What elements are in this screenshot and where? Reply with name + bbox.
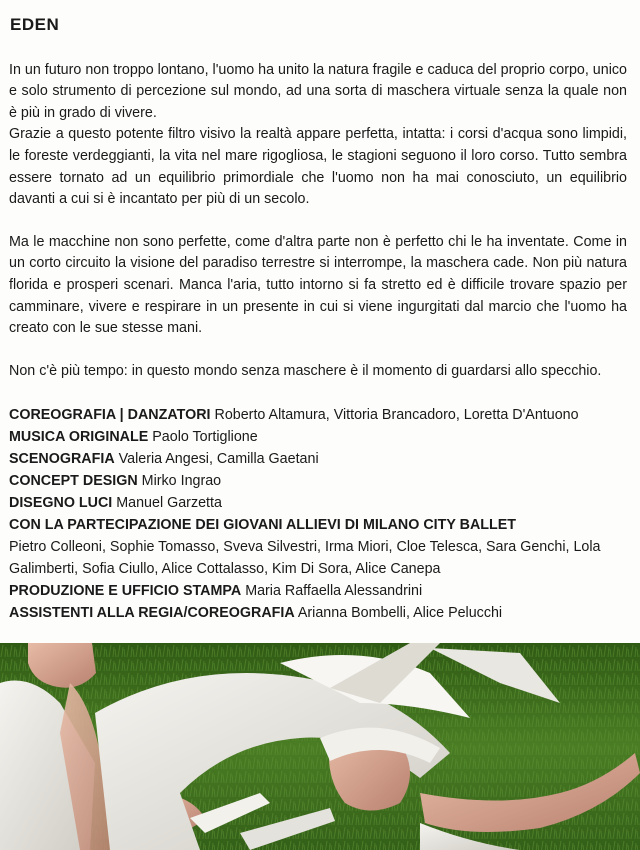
credit-scenography [9,448,627,470]
credit-names: Paolo Tortiglione [152,429,258,446]
credit-names: Valeria Angesi, Camilla Gaetani [118,451,319,468]
credit-lighting [9,492,627,514]
credit-label: SCENOGRAFIA [9,451,115,468]
credit-young-students [9,514,627,536]
credit-choreography [9,404,627,426]
credit-label: DISEGNO LUCI [9,495,113,512]
credit-names: Arianna Bombelli, Alice Pelucchi [297,605,503,622]
credit-concept-design [9,470,627,492]
credit-production [9,580,627,602]
credit-label: ASSISTENTI ALLA REGIA/COREOGRAFIA [9,605,295,622]
page-title: EDEN [10,15,60,34]
dancers-photo [0,643,640,850]
credit-assistants [9,602,627,624]
credit-label: PRODUZIONE E UFFICIO STAMPA [9,583,242,600]
credit-names: Mirko Ingrao [141,473,222,490]
credit-music [9,426,627,448]
credit-label: COREOGRAFIA | DANZATORI [9,407,211,424]
paragraph-1: In un futuro non troppo lontano, l'uomo ha unito la natura fragile e caduca del proprio corpo, unico e solo strumento di percezione sul mondo, ad una sorta di maschera virtuale senza la quale non è più in grado di vivere. [9,61,627,121]
paragraph-3: Ma le macchine non sono perfette, come d'altra parte non è perfetto chi le ha inventate. Come in un corto circuito la visione del paradiso terrestre si interrompe, la maschera cade. Non più natura florida e prosperi scenari. Manca l'aria, tutto intorno si fa stretto ed è difficile trovare spazio per camminare, vivere e respirare in un presente in cui si viene ingurgitati dal marcio che l'uomo ha creato con le sue stesse mani. [9,233,627,337]
paragraph-4: Non c'è più tempo: in questo mondo senza maschere è il momento di guardarsi allo specchio. [9,362,602,379]
credits-list [9,404,627,624]
young-students-names: Pietro Colleoni, Sophie Tomasso, Sveva Silvestri, Irma Miori, Cloe Telesca, Sara Genchi, Lola Galimberti, Sofia Ciullo, Alice Cottalasso, Kim Di Sora, Alice Canepa [9,539,601,578]
credit-names: Manuel Garzetta [116,495,222,512]
paragraph-2: Grazie a questo potente filtro visivo la realtà appare perfetta, intatta: i corsi d'acqua sono limpidi, le foreste verdeggianti, la vita nel mare rigogliosa, le stagioni seguono il loro corso. Tutto sembra essere tornato ad un equilibrio primordiale che l'uomo non ha mai conosciuto, un equilibrio davanti a cui si è incantato per più di un secolo. [9,126,627,208]
credit-names: Roberto Altamura, Vittoria Brancadoro, Loretta D'Antuono [214,407,579,424]
programme-text [9,14,627,624]
credit-label: CON LA PARTECIPAZIONE DEI GIOVANI ALLIEVI DI MILANO CITY BALLET [9,517,517,534]
credit-names: Maria Raffaella Alessandrini [245,583,423,600]
credit-label: MUSICA ORIGINALE [9,429,149,446]
credit-label: CONCEPT DESIGN [9,473,138,490]
